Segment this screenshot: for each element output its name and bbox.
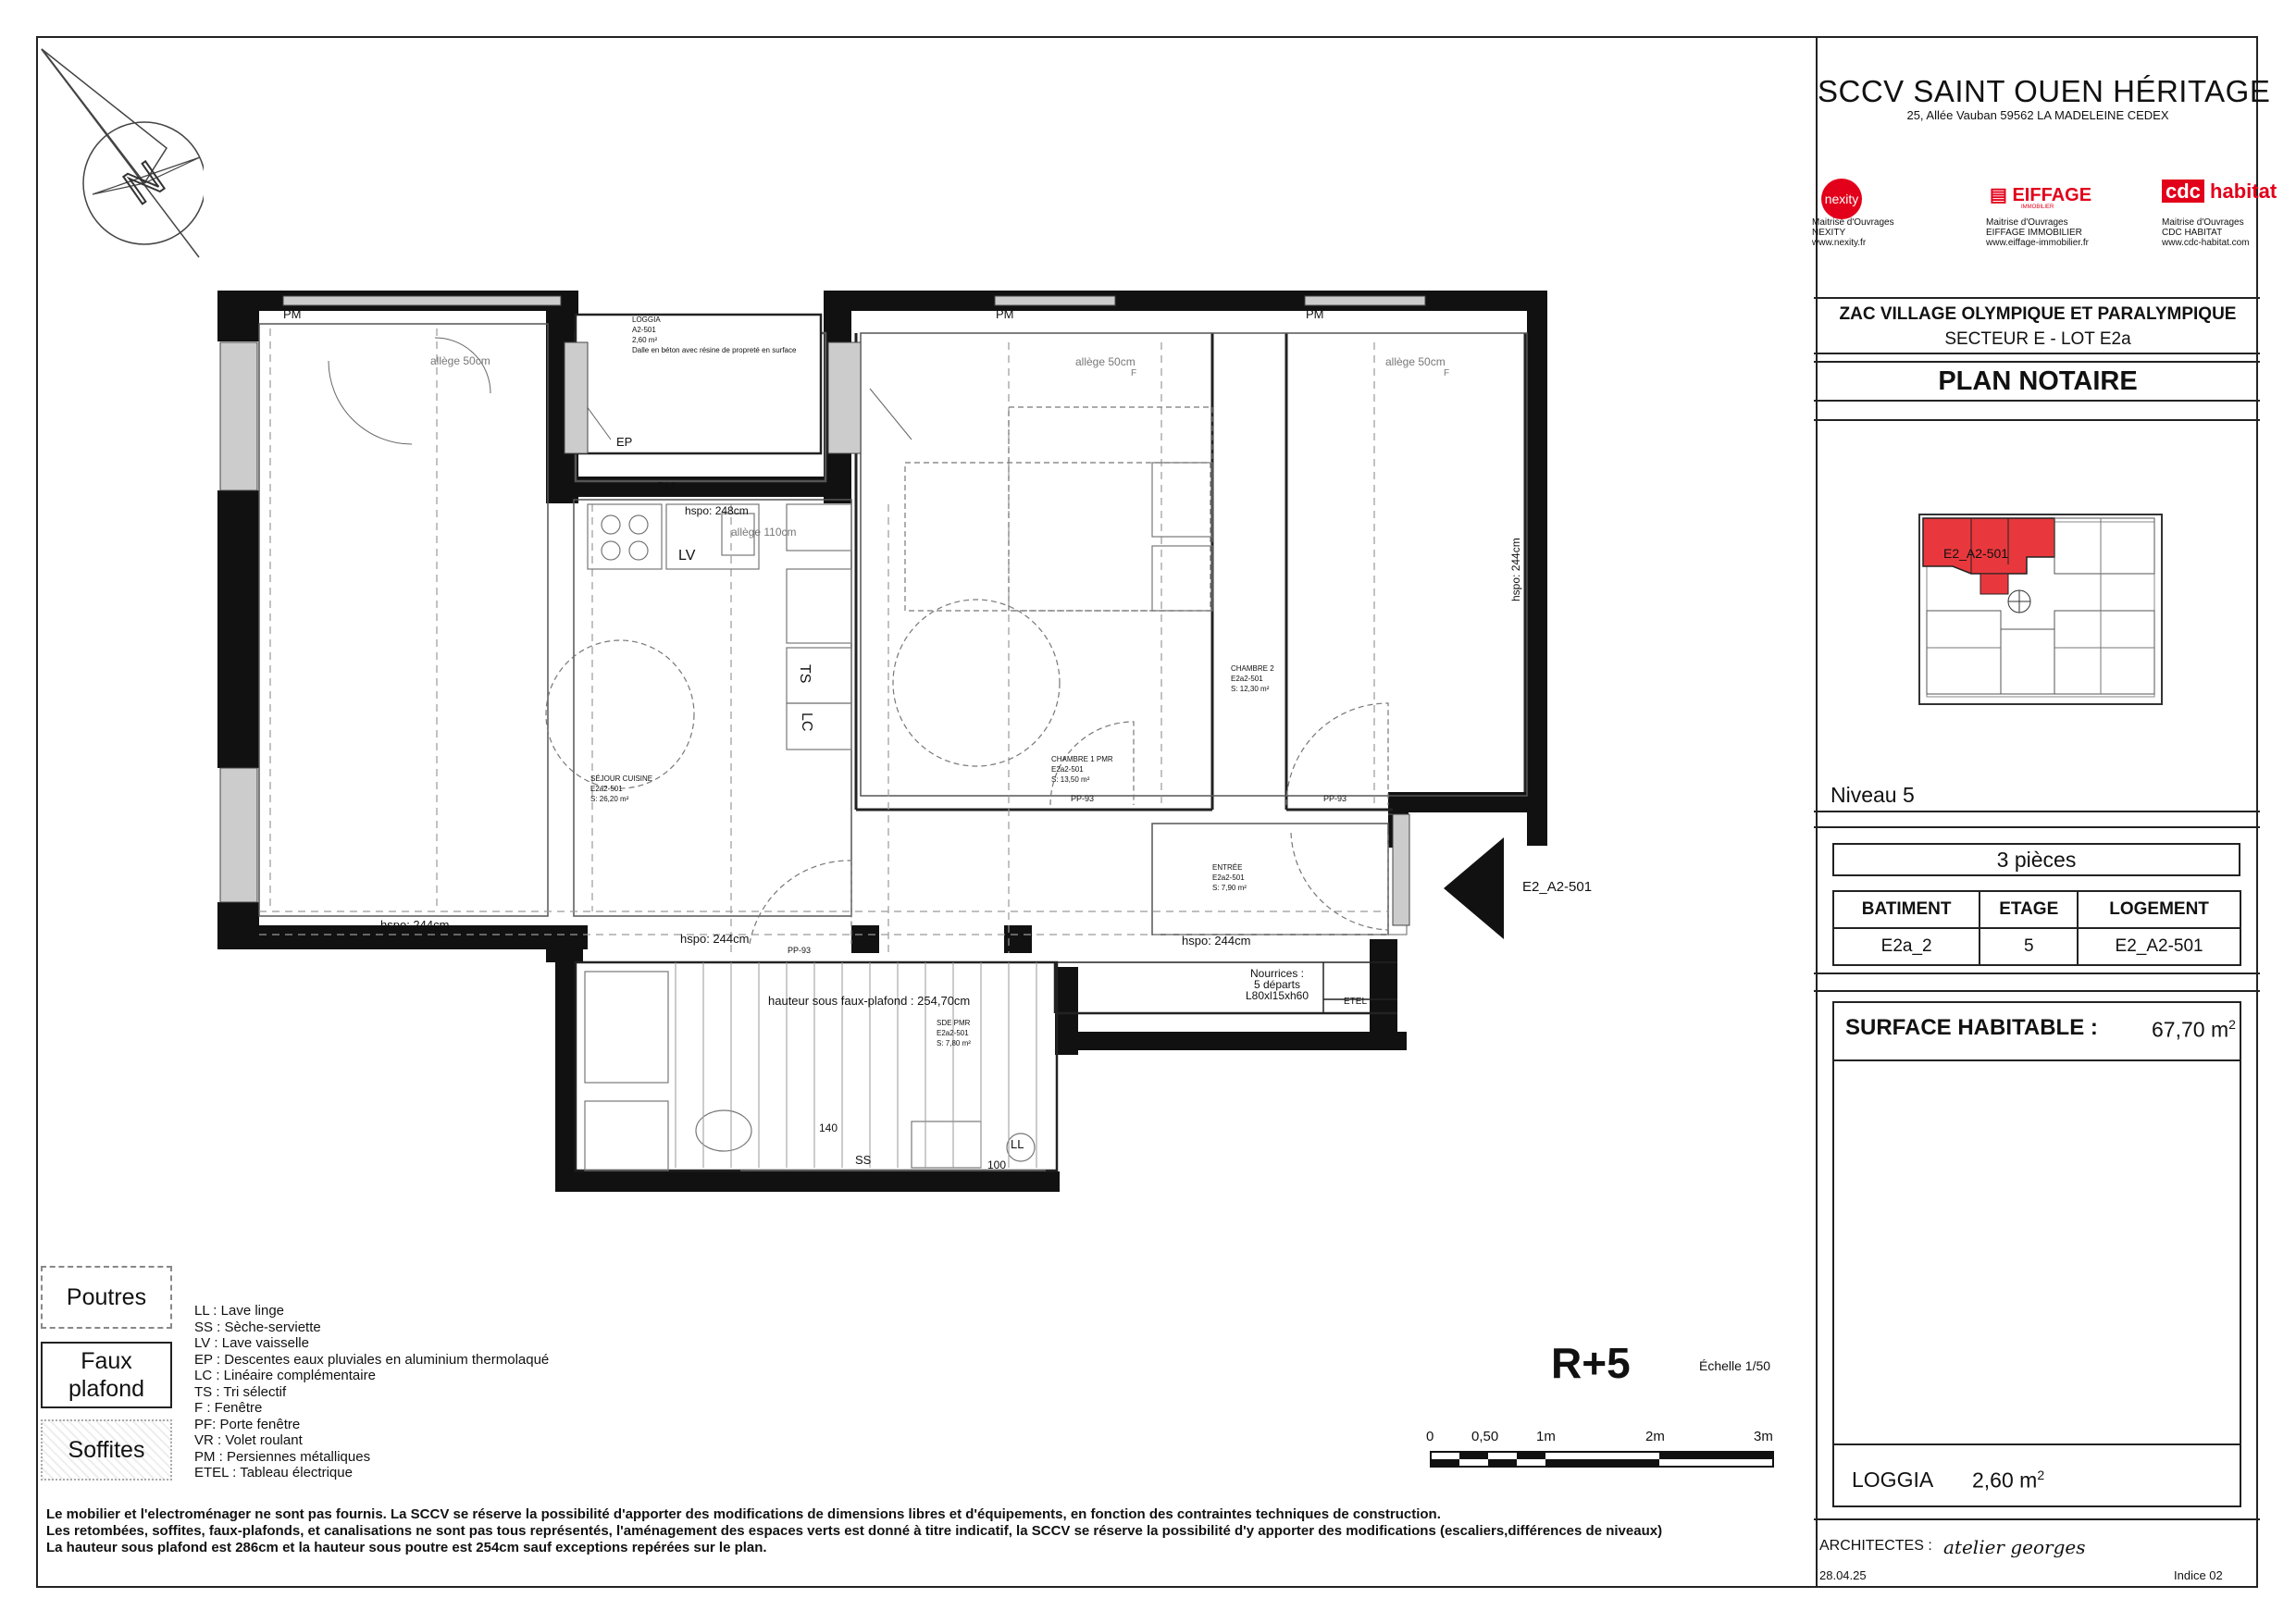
label-etel: ETEL (1344, 997, 1368, 1007)
rooms-count-box: 3 pièces (1832, 843, 2240, 876)
legend-abbreviations: LL : Lave linge SS : Sèche-serviette LV : Lave vaisselle EP : Descentes eaux pluviales en aluminium thermolaqué LC : Linéaire complémentaire TS : Tri sélectif F : Fenêtre PF: Porte fenêtre VR : Volet roulant PM : Persiennes métalliques ETEL : Tableau électrique (194, 1303, 550, 1481)
cdc-logo: cdc habitat (2162, 180, 2277, 204)
label-allege-1: allège 50cm (430, 354, 490, 367)
project-subtitle: SECTEUR E - LOT E2a (1944, 329, 2131, 349)
label-pm-4: PM (657, 479, 676, 493)
partner-eiffage-role: Maitrise d'Ouvrages (1986, 217, 2068, 228)
col-logement: LOGEMENT (2078, 891, 2240, 928)
label-pp93-1: PP-93 (788, 946, 812, 955)
label-ep: EP (616, 435, 633, 449)
scale-tick-3m: 3m (1754, 1429, 1773, 1444)
partner-eiffage-url: www.eiffage-immobilier.fr (1986, 238, 2089, 248)
unit-table (1832, 890, 2241, 966)
surface-divider (1832, 1059, 2241, 1061)
label-allege-4: allège 110cm (731, 526, 797, 539)
label-nourrices: Nourrices : 5 départs L80xl15xh60 (1245, 967, 1309, 1002)
label-hspo-244-side: hspo: 244cm (1509, 538, 1522, 601)
eiffage-sub: IMMOBILIER (2021, 204, 2054, 210)
loggia-value: 2,60 $m^2$ (1972, 1468, 2045, 1493)
plan-type: PLAN NOTAIRE (1938, 366, 2138, 396)
label-ll: LL (1011, 1137, 1024, 1151)
partner-nexity-name: NEXITY (1812, 228, 1846, 238)
nexity-logo: nexity (1821, 179, 1862, 219)
keyplan-level: Niveau 5 (1831, 783, 1915, 807)
eiffage-logo: ▤ EIFFAGE (1990, 185, 2092, 205)
scale-tick-050: 0,50 (1471, 1429, 1499, 1444)
partner-nexity-url: www.nexity.fr (1812, 238, 1867, 248)
val-etage: 5 (1980, 928, 2078, 965)
door-swings (329, 338, 1407, 935)
label-f-2: F (1444, 368, 1450, 378)
partner-cdc-url: www.cdc-habitat.com (2162, 238, 2250, 248)
loggia-label: LOGGIA (1852, 1468, 1934, 1492)
room-sejour-cuisine: SÉJOUR CUISINE E2a2-501 S: 26,20 m² (590, 774, 653, 803)
legend-faux-plafond: Faux plafond (41, 1342, 172, 1408)
north-arrow-icon (37, 46, 204, 259)
label-pm-1: PM (283, 307, 302, 321)
label-pp93-2: PP-93 (1071, 794, 1095, 803)
room-entree: ENTRÉE E2a2-501 S: 7,90 m² (1212, 863, 1247, 892)
label-hspo-244-a: hspo: 244cm (380, 918, 450, 932)
room-chambre-2: CHAMBRE 2 E2a2-501 S: 12,30 m² (1231, 664, 1274, 693)
label-lv: LV (678, 548, 696, 564)
unit-pointer-icon (1444, 837, 1504, 939)
scale-tick-2m: 2m (1645, 1429, 1665, 1444)
label-allege-3: allège 50cm (1385, 355, 1446, 368)
company-address: 25, Allée Vauban 59562 LA MADELEINE CEDEX (1906, 108, 2169, 122)
surface-inner (1832, 1001, 2241, 1507)
windows (220, 296, 1425, 925)
furniture (546, 407, 1388, 1171)
scale-label: Échelle 1/50 (1699, 1358, 1771, 1373)
label-pp93-3: PP-93 (1323, 794, 1347, 803)
scale-tick-0: 0 (1426, 1429, 1434, 1444)
val-batiment: E2a_2 (1833, 928, 1980, 965)
room-chambre-1: CHAMBRE 1 PMR E2a2-501 S: 13,50 m² (1051, 755, 1113, 784)
legend-soffites: Soffites (41, 1419, 172, 1481)
partner-nexity-role: Maitrise d'Ouvrages (1812, 217, 1894, 228)
floor-plan (213, 278, 1582, 1203)
partner-cdc-role: Maitrise d'Ouvrages (2162, 217, 2244, 228)
label-hspo-244-c: hspo: 244cm (1182, 934, 1251, 948)
level-label: R+5 (1551, 1339, 1631, 1387)
sheet-date: 28.04.25 (1819, 1568, 1867, 1582)
label-lc: LC (799, 712, 814, 732)
keyplan-drawing (1916, 509, 2166, 708)
walls (217, 291, 1547, 1192)
keyplan-unit-label: E2_A2-501 (1943, 546, 2009, 561)
label-hspo-244-b: hspo: 244cm (680, 932, 750, 946)
room-loggia: LOGGIA A2-501 2,60 m² Dalle en béton avec résine de propreté en surface (632, 316, 797, 354)
partner-eiffage-name: EIFFAGE IMMOBILIER (1986, 228, 2082, 238)
surface-label: SURFACE HABITABLE : (1845, 1015, 2098, 1040)
legend-poutres: Poutres (41, 1266, 172, 1329)
scale-bar (1430, 1451, 1781, 1469)
label-hspo-248-top: hspo: 248cm (685, 504, 749, 517)
disclaimer: Le mobilier et l'electroménager ne sont pas fournis. La SCCV se réserve la possibilité d'apporter des modifications de dimensions libres et d'équipements, en fonction des contraintes techniques de construction. Les retombées, soffites, faux-plafonds, et canalisations ne sont pas tous représentés, l'aménagement des espaces verts est donné à titre indicatif, la SCCV se réserve la possibilité d'y apporter des modifications (escaliers,différences de niveaux) La hauteur sous plafond est 286cm et la hauteur sous poutre est 254cm sauf exceptions repérées sur le plan. (46, 1506, 1663, 1555)
label-hauteur-faux-plafond: hauteur sous faux-plafond : 254,70cm (768, 994, 971, 1008)
label-dim-140: 140 (819, 1121, 838, 1134)
eiffage-mark-icon: ▤ (1990, 185, 2007, 205)
col-batiment: BATIMENT (1833, 891, 1980, 928)
unit-pointer-label: E2_A2-501 (1522, 879, 1593, 895)
label-ss: SS (855, 1153, 872, 1167)
scale-tick-1m: 1m (1536, 1429, 1556, 1444)
label-ts: TS (797, 664, 813, 684)
label-pm-2: PM (996, 307, 1014, 321)
svg-text:N: N (114, 151, 175, 216)
val-logement: E2_A2-501 (2078, 928, 2240, 965)
label-hspo-248-side: hspo: 248cm (229, 593, 242, 657)
room-sde-pmr: SDE PMR E2a2-501 S: 7,80 m² (937, 1019, 971, 1047)
architects-label: ARCHITECTES : (1819, 1538, 1932, 1554)
label-allege-2: allège 50cm (1075, 355, 1136, 368)
company-name: SCCV SAINT OUEN HÉRITAGE (1818, 74, 2271, 108)
col-etage: ETAGE (1980, 891, 2078, 928)
surface-value: 67,70 $m^2$ (2152, 1017, 2236, 1042)
loggia-divider (1832, 1443, 2241, 1445)
label-f-1: F (1131, 368, 1137, 378)
partner-cdc-name: CDC HABITAT (2162, 228, 2223, 238)
label-pm-3: PM (1306, 307, 1324, 321)
sheet-index: Indice 02 (2174, 1568, 2223, 1582)
project-title: ZAC VILLAGE OLYMPIQUE ET PARALYMPIQUE (1839, 304, 2237, 324)
architects-name: atelier georges (1943, 1536, 2086, 1558)
label-dim-100: 100 (987, 1158, 1007, 1171)
